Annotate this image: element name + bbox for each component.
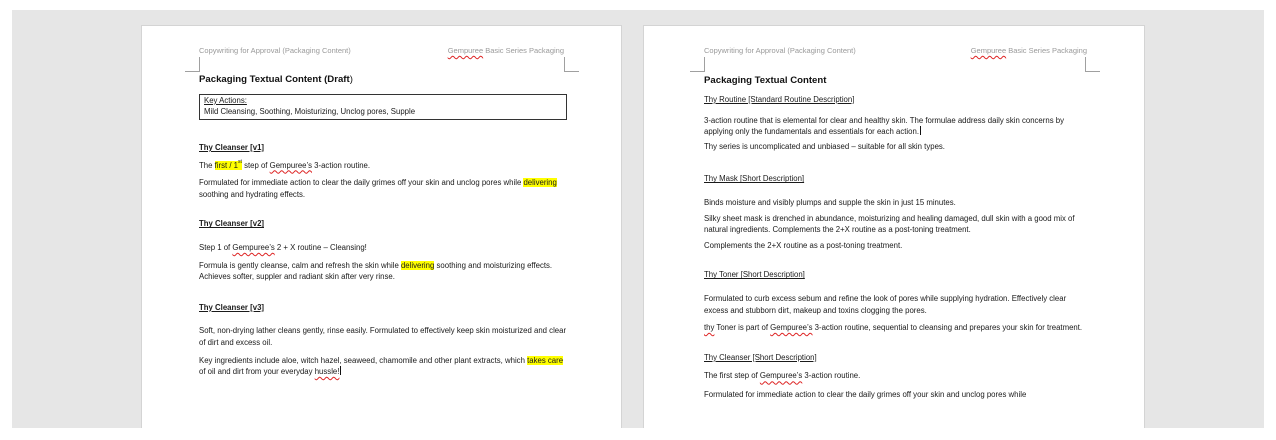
cleanser-v1-paragraph: Formulated for immediate action to clear the daily grimes off your skin and unclog pores while delivering soothing and hydrating effects. [199,178,557,199]
margin-corner-mark [564,57,579,72]
toner-paragraph2: thy Toner is part of Gempuree’s 3-action routine, sequential to cleansing and prepares your skin for treatment. [704,323,1083,333]
margin-corner-mark [185,57,200,72]
page-body[interactable] [199,73,567,378]
section-heading-mask: Thy Mask [Short Description] [704,174,805,184]
section-heading-cleanser: Thy Cleanser [Short Description] [704,352,817,362]
page-body[interactable] [704,74,1088,401]
margin-corner-mark [1085,57,1100,72]
key-actions-box[interactable] [199,94,567,120]
cleanser-v1-line1: The first / 1st step of Gempuree’s 3-action routine. [199,158,371,170]
text-cursor [920,126,921,135]
key-actions-text: Mild Cleansing, Soothing, Moisturizing, Unclog pores, Supple [204,106,416,116]
cleanser-v2-line1: Step 1 of Gempuree’s 2 + X routine – Cleansing! [199,242,367,252]
mask-paragraph2: Silky sheet mask is drenched in abundance, moisturizing and healing damaged, dull skin with a good mix of natural ingredients. Complements the 2+X routine as a post-toning treatment. [704,213,1075,235]
text-cursor [340,366,341,375]
section-heading-cleanser-v1: Thy Cleanser [v1] [199,143,264,152]
document-page-2[interactable] [643,25,1145,428]
document-page-1[interactable] [141,25,622,428]
document-workspace [12,10,1264,428]
cleanser-paragraph1: The first step of Gempuree’s 3-action routine. [704,371,861,381]
page-header-right: Gempuree Basic Series Packaging [447,46,564,55]
page-header-left: Copywriting for Approval (Packaging Content) [199,46,351,55]
toner-paragraph1: Formulated to curb excess sebum and refine the look of pores while supplying hydration. Effectively clear excess and stubborn dirt, makeup and toxins clogging the pores. [704,293,1067,315]
cleanser-v3-paragraph2: Key ingredients include aloe, witch hazel, seaweed, chamomile and other plant extracts, which takes care of oil and dirt from your everyday hussle! [199,355,564,377]
document-title: Packaging Textual Content (Draft) [199,74,353,85]
cleanser-v3-paragraph1: Soft, non-drying lather cleans gently, rinse easily. Formulated to effectively keep skin moisturized and clear of dirt and excess oil. [199,326,567,347]
page-header-right: Gempuree Basic Series Packaging [970,46,1087,55]
routine-paragraph1: 3-action routine that is elemental for clear and healthy skin. The formulae address daily skin concerns by applying only the fundamentals and essentials for each action. [704,115,1065,137]
mask-paragraph3: Complements the 2+X routine as a post-toning treatment. [704,240,903,250]
section-heading-toner: Thy Toner [Short Description] [704,270,805,280]
mask-paragraph1: Binds moisture and visibly plumps and supple the skin in just 15 minutes. [704,197,956,207]
routine-paragraph2: Thy series is uncomplicated and unbiased – suitable for all skin types. [704,141,945,151]
margin-corner-mark [690,57,705,72]
cleanser-v2-paragraph: Formula is gently cleanse, calm and refresh the skin while delivering soothing and moisturizing effects. Achieves softer, suppler and radiant skin after very rinse. [199,260,553,282]
section-heading-cleanser-v3: Thy Cleanser [v3] [199,302,264,312]
document-title: Packaging Textual Content [704,75,827,86]
section-heading-cleanser-v2: Thy Cleanser [v2] [199,219,264,229]
section-heading-routine: Thy Routine [Standard Routine Description] [704,95,855,104]
cleanser-paragraph2: Formulated for immediate action to clear the daily grimes off your skin and unclog pores while [704,389,1027,399]
key-actions-label: Key Actions: [204,96,247,105]
page-header-left: Copywriting for Approval (Packaging Content) [704,46,856,55]
